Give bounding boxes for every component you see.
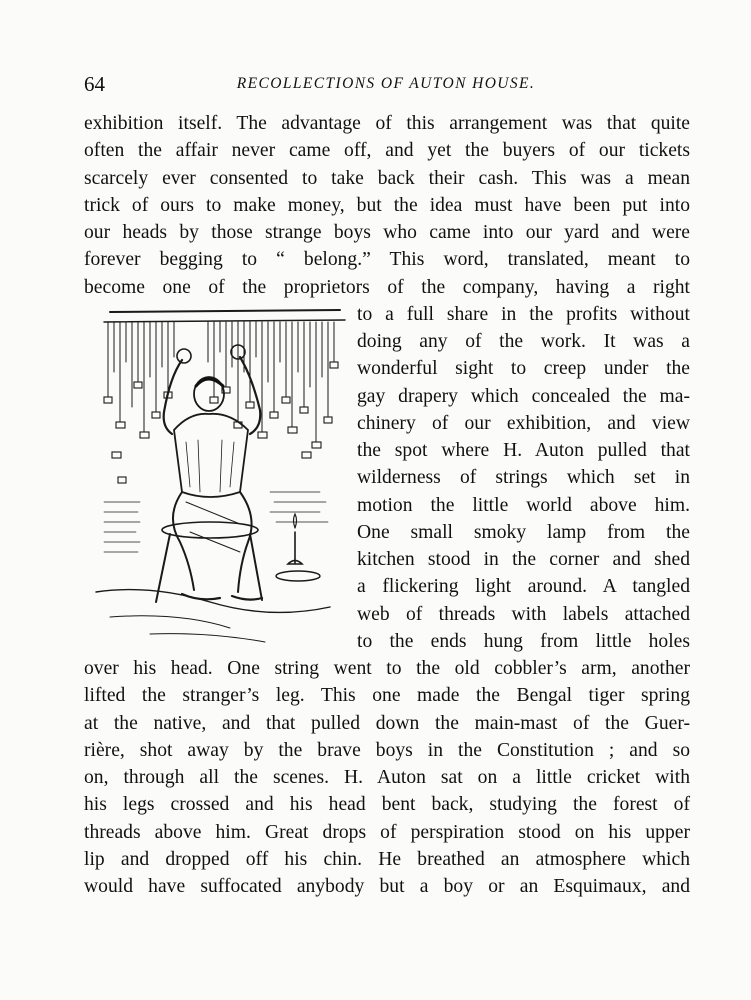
text-line: trick of ours to make money, but the idea must have been put into xyxy=(84,194,690,216)
text-line: scarcely ever consented to take back their cash. This was a mean xyxy=(84,167,690,189)
text-line: his legs crossed and his head bent back, studying the forest of xyxy=(84,794,690,816)
text-line: lip and dropped off his chin. He breathed an atmosphere which xyxy=(84,848,690,870)
text-line: the spot where H. Auton pulled that xyxy=(357,440,690,461)
text-line: threads above him. Great drops of perspiration stood on his upper xyxy=(84,821,690,843)
page-header xyxy=(84,72,688,98)
text-line: wilderness of strings which set in xyxy=(357,467,690,489)
text-line: wonderful sight to creep under the xyxy=(357,358,690,380)
text-line: would have suffocated anybody but a boy or an Esquimaux, and xyxy=(84,876,690,897)
text-line: at the native, and that pulled down the main-mast of the Guer- xyxy=(84,712,690,734)
text-line: often the affair never came off, and yet the buyers of our tickets xyxy=(84,140,690,162)
text-line: web of threads with labels attached xyxy=(357,603,690,625)
engraving-illustration xyxy=(90,302,352,652)
text-line: on, through all the scenes. H. Auton sat on a little cricket with xyxy=(84,767,690,788)
text-line: motion the little world above him. xyxy=(357,494,690,516)
text-line: a flickering light around. A tangled xyxy=(357,576,690,598)
text-line: kitchen stood in the corner and shed xyxy=(357,549,690,570)
text-line: exhibition itself. The advantage of this arrangement was that quite xyxy=(84,113,690,134)
text-line: to the ends hung from little holes xyxy=(357,630,690,652)
running-title: RECOLLECTIONS OF AUTON HOUSE. xyxy=(236,75,536,92)
text-line: our heads by those strange boys who came into our yard and were xyxy=(84,222,690,243)
text-line: chinery of our exhibition, and view xyxy=(357,412,690,434)
text-line: become one of the proprietors of the company, having a right xyxy=(84,276,690,298)
text-line: doing any of the work. It was a xyxy=(357,331,690,352)
text-line: gay drapery which concealed the ma- xyxy=(357,385,690,407)
boy-pulling-strings-icon xyxy=(90,302,352,652)
text-line: rière, shot away by the brave boys in the Constitution ; and so xyxy=(84,739,690,761)
text-line: to a full share in the profits without xyxy=(357,303,690,325)
text-line: forever begging to “ belong.” This word, translated, meant to xyxy=(84,249,690,271)
page-number: 64 xyxy=(84,72,105,96)
text-line: over his head. One string went to the old cobbler’s arm, another xyxy=(84,658,690,679)
text-line: lifted the stranger’s leg. This one made the Bengal tiger spring xyxy=(84,685,690,707)
text-line: One small smoky lamp from the xyxy=(357,521,690,543)
